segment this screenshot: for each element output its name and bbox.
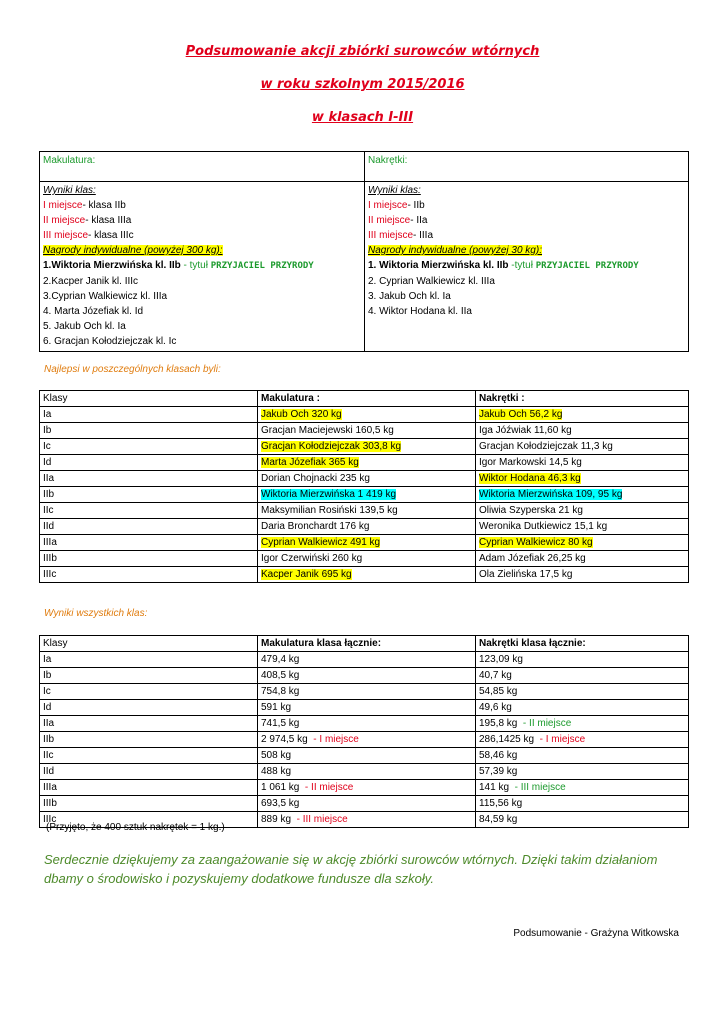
table-row [40, 748, 689, 764]
nakretki-total-cell: 54,85 kg [476, 684, 689, 700]
class-cell: Id [40, 455, 258, 471]
makulatura-cell: Maksymilian Rosiński 139,5 kg [258, 503, 476, 519]
table-row [40, 423, 689, 439]
nakretki-total-cell: 123,09 kg [476, 652, 689, 668]
table-row [40, 716, 689, 732]
column-header: Nakrętki : [476, 391, 689, 407]
makulatura-cell: Wiktoria Mierzwińska 1 419 kg [258, 487, 476, 503]
place-3: III miejsce- IIIa [368, 230, 434, 241]
nakretki-total-cell: 195,8 kg - II miejsce [476, 716, 689, 732]
table-row [40, 439, 689, 455]
makulatura-total-cell: 408,5 kg [258, 668, 476, 684]
nakretki-cell: Cyprian Walkiewicz 80 kg [476, 535, 689, 551]
makulatura-cell: Kacper Janik 695 kg [258, 567, 476, 583]
awards-label: Nagrody indywidualne (powyżej 300 kg): [43, 245, 223, 256]
place-2: II miejsce- IIa [368, 215, 428, 226]
makulatura-total-cell: 889 kg - III miejsce [258, 812, 476, 828]
title-line-1: Podsumowanie akcji zbiórki surowców wtórnych [185, 44, 540, 59]
makulatura-header: Makulatura: [43, 155, 96, 166]
makulatura-cell: Dorian Chojnacki 235 kg [258, 471, 476, 487]
class-cell: IIb [40, 487, 258, 503]
table-row [40, 503, 689, 519]
nakretki-cell: Ola Zielińska 17,5 kg [476, 567, 689, 583]
nakretki-total-cell: 84,59 kg [476, 812, 689, 828]
makulatura-cell: Daria Bronchardt 176 kg [258, 519, 476, 535]
makulatura-total-cell: 591 kg [258, 700, 476, 716]
makulatura-cell: Gracjan Kołodziejczak 303,8 kg [258, 439, 476, 455]
award-winner: 1.Wiktoria Mierzwińska kl. IIb - tytuł PRZYJACIEL PRZYRODY [43, 260, 314, 271]
nakretki-cell: Weronika Dutkiewicz 15,1 kg [476, 519, 689, 535]
nakretki-total-cell: 286,1425 kg - I miejsce [476, 732, 689, 748]
award-item: 4. Marta Józefiak kl. Id [43, 306, 144, 317]
title-line-3: w klasach I-III [311, 110, 414, 125]
table-row [40, 684, 689, 700]
table-row [40, 567, 689, 583]
class-cell: Ic [40, 684, 258, 700]
table-row [40, 652, 689, 668]
makulatura-total-cell: 488 kg [258, 764, 476, 780]
all-table [39, 635, 689, 828]
all-caption: Wyniki wszystkich klas: [44, 608, 148, 619]
title-line-2: w roku szkolnym 2015/2016 [260, 77, 465, 92]
award-item: 2.Kacper Janik kl. IIIc [43, 276, 139, 287]
nakretki-cell: Igor Markowski 14,5 kg [476, 455, 689, 471]
best-table [39, 390, 689, 583]
makulatura-total-cell: 754,8 kg [258, 684, 476, 700]
column-header: Klasy [40, 391, 258, 407]
nakretki-cell: Wiktoria Mierzwińska 109, 95 kg [476, 487, 689, 503]
nakretki-cell: Gracjan Kołodziejczak 11,3 kg [476, 439, 689, 455]
table-row [40, 535, 689, 551]
nakretki-total-cell: 141 kg - III miejsce [476, 780, 689, 796]
nakretki-cell: Oliwia Szyperska 21 kg [476, 503, 689, 519]
class-cell: Ia [40, 652, 258, 668]
makulatura-total-cell: 741,5 kg [258, 716, 476, 732]
class-cell: Ib [40, 423, 258, 439]
conversion-note: (Przyjęto, że 400 sztuk nakrętek = 1 kg.) [46, 822, 225, 833]
class-cell: IIIb [40, 796, 258, 812]
nakretki-total-cell: 58,46 kg [476, 748, 689, 764]
nakretki-header: Nakrętki: [368, 155, 408, 166]
place-1: I miejsce- klasa IIb [43, 200, 126, 211]
award-winner: 1. Wiktoria Mierzwińska kl. IIb -tytuł PRZYJACIEL PRZYRODY [368, 260, 639, 271]
results-label: Wyniki klas: [368, 185, 421, 196]
makulatura-results [40, 182, 365, 352]
class-cell: IIa [40, 471, 258, 487]
class-cell: IId [40, 764, 258, 780]
class-cell: Ic [40, 439, 258, 455]
class-cell: Ib [40, 668, 258, 684]
results-label: Wyniki klas: [43, 185, 96, 196]
table-row [40, 780, 689, 796]
table-row [40, 796, 689, 812]
class-cell: IIIc [40, 812, 258, 828]
class-cell: IIIa [40, 780, 258, 796]
place-3: III miejsce- klasa IIIc [43, 230, 134, 241]
table-row [40, 764, 689, 780]
makulatura-total-cell: 2 974,5 kg - I miejsce [258, 732, 476, 748]
class-cell: IIb [40, 732, 258, 748]
makulatura-cell: Marta Józefiak 365 kg [258, 455, 476, 471]
table-row [40, 455, 689, 471]
nakretki-cell: Jakub Och 56,2 kg [476, 407, 689, 423]
makulatura-cell: Jakub Och 320 kg [258, 407, 476, 423]
table-row [40, 668, 689, 684]
signature: Podsumowanie - Grażyna Witkowska [513, 928, 679, 939]
makulatura-total-cell: 693,5 kg [258, 796, 476, 812]
makulatura-total-cell: 1 061 kg - II miejsce [258, 780, 476, 796]
class-cell: IIa [40, 716, 258, 732]
best-caption: Najlepsi w poszczególnych klasach byli: [44, 364, 221, 375]
table-row [40, 519, 689, 535]
award-item: 6. Gracjan Kołodziejczak kl. Ic [43, 336, 177, 347]
makulatura-total-cell: 508 kg [258, 748, 476, 764]
nakretki-cell: Wiktor Hodana 46,3 kg [476, 471, 689, 487]
table-header-row [40, 636, 689, 652]
makulatura-total-cell: 479,4 kg [258, 652, 476, 668]
table-row [40, 487, 689, 503]
table-row [40, 732, 689, 748]
column-header: Makulatura klasa łącznie: [258, 636, 476, 652]
class-cell: IIc [40, 748, 258, 764]
awards-label: Nagrody indywidualne (powyżej 30 kg): [368, 245, 542, 256]
award-item: 2. Cyprian Walkiewicz kl. IIIa [368, 276, 495, 287]
nakretki-cell: Iga Jóźwiak 11,60 kg [476, 423, 689, 439]
thanks-message: Serdecznie dziękujemy za zaangażowanie się w akcję zbiórki surowców wtórnych. Dzięki takim działaniom dbamy o środowisko i pozyskujemy dodatkowe fundusze dla szkoły. [44, 852, 658, 886]
column-header: Nakrętki klasa łącznie: [476, 636, 689, 652]
table-row [40, 551, 689, 567]
nakretki-total-cell: 57,39 kg [476, 764, 689, 780]
award-item: 3. Jakub Och kl. Ia [368, 291, 451, 302]
makulatura-cell: Cyprian Walkiewicz 491 kg [258, 535, 476, 551]
nakretki-total-cell: 40,7 kg [476, 668, 689, 684]
makulatura-cell: Igor Czerwiński 260 kg [258, 551, 476, 567]
column-header: Klasy [40, 636, 258, 652]
summary-box [39, 151, 689, 352]
class-cell: IIc [40, 503, 258, 519]
place-2: II miejsce- klasa IIIa [43, 215, 132, 226]
place-1: I miejsce- IIb [368, 200, 425, 211]
class-cell: IIIc [40, 567, 258, 583]
nakretki-cell: Adam Józefiak 26,25 kg [476, 551, 689, 567]
class-cell: IIIb [40, 551, 258, 567]
class-cell: IIIa [40, 535, 258, 551]
nakretki-total-cell: 115,56 kg [476, 796, 689, 812]
award-item: 4. Wiktor Hodana kl. IIa [368, 306, 472, 317]
table-row [40, 407, 689, 423]
table-header-row [40, 391, 689, 407]
class-cell: Id [40, 700, 258, 716]
class-cell: IId [40, 519, 258, 535]
table-row [40, 700, 689, 716]
award-item: 5. Jakub Och kl. Ia [43, 321, 126, 332]
makulatura-cell: Gracjan Maciejewski 160,5 kg [258, 423, 476, 439]
table-row [40, 471, 689, 487]
column-header: Makulatura : [258, 391, 476, 407]
nakretki-total-cell: 49,6 kg [476, 700, 689, 716]
award-item: 3.Cyprian Walkiewicz kl. IIIa [43, 291, 168, 302]
nakretki-results [365, 182, 689, 352]
class-cell: Ia [40, 407, 258, 423]
